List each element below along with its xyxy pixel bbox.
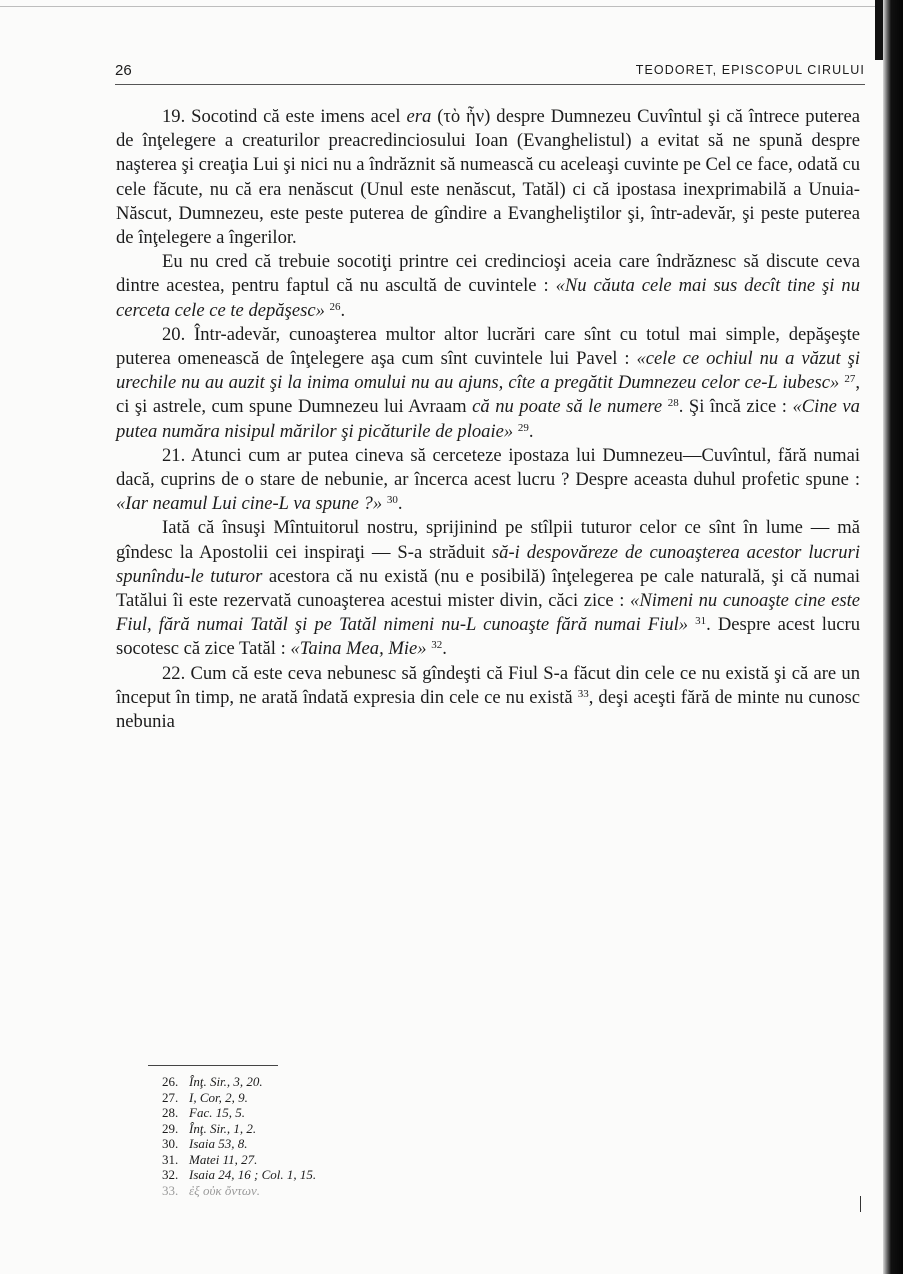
footnote: [162, 1105, 316, 1121]
footnote: [162, 1090, 316, 1106]
footnote: [162, 1152, 316, 1168]
text-run: 20. Într-adevăr, cunoaşterea multor altor lucrări care sînt cu totul mai simple, depăşeşte puterea omenească de înţelegere aşa cum sînt cuvintele lui Pavel :: [116, 323, 860, 370]
footnote-reference: Înţ. Sir., 1, 2.: [189, 1120, 257, 1136]
footnote-marker: 26: [329, 300, 341, 313]
footnote: [162, 1121, 316, 1137]
footnote-reference: Fac. 15, 5.: [189, 1105, 245, 1120]
italic-quote: era: [406, 106, 432, 127]
footnote-marker: 28: [667, 397, 679, 410]
italic-quote: «Iar neamul Lui cine-L va spune ?»: [116, 493, 383, 515]
footnote-marker: 31: [695, 615, 707, 628]
footnote-number: 28.: [162, 1105, 179, 1120]
footnote-number: 31.: [162, 1151, 179, 1167]
text-run: acestora că nu există (nu e posibilă) înţelegerea pe cale naturală, şi că numai Tatălui îi este rezervată cunoaşterea acestui mister divin, căci zice :: [116, 565, 860, 612]
paragraph: [116, 250, 860, 323]
italic-quote: «cele ce ochiul nu a văzut şi urechile nu au auzit şi la inima omului nu au ajuns, cîte a pregătit Dumnezeu celor ce-L iubesc»: [116, 348, 860, 394]
footnote-number: 27.: [162, 1089, 179, 1105]
footnote-number: 33.: [162, 1182, 179, 1198]
footnote: [162, 1167, 316, 1183]
footnote: [162, 1136, 316, 1152]
text-run: 19. Socotind că este imens acel: [162, 106, 407, 127]
body-text: [116, 105, 860, 734]
paragraph: [116, 105, 860, 250]
footnote-number: 30.: [162, 1136, 179, 1151]
scan-top-edge: [0, 6, 875, 7]
footnote-marker: 29: [517, 421, 529, 434]
footnote-reference: I, Cor, 2, 9.: [189, 1089, 248, 1105]
scan-binding-shadow: [883, 0, 903, 1274]
paragraph: [116, 323, 860, 444]
footnote-reference: Isaia 24, 16 ; Col. 1, 15.: [189, 1167, 317, 1182]
footnote-marker: 33: [577, 687, 589, 700]
text-run: Iată că însuşi Mîntuitorul nostru, sprijinind pe stîlpii tuturor celor ce sînt în lume — mă gîndesc la Apostolii cei inspiraţi — S-a străduit: [116, 517, 860, 563]
page-header: [115, 62, 865, 84]
footnote-reference: Înţ. Sir., 3, 20.: [189, 1074, 263, 1089]
italic-quote: «Nu căuta cele mai sus decît tine şi nu cerceta cele ce te depăşesc»: [116, 275, 860, 321]
footnote: [162, 1183, 316, 1199]
italic-quote: că nu poate să le numere: [472, 396, 663, 418]
text-run: .: [442, 638, 447, 660]
italic-quote: «Taina Mea, Mie»: [290, 638, 427, 660]
footnote-marker: 30: [386, 494, 398, 507]
footnote-reference: Matei 11, 27.: [189, 1151, 258, 1167]
page-number: 26: [115, 62, 132, 79]
text-run: 22. Cum că este ceva nebunesc să gîndeşti că Fiul S-a făcut din cele ce nu există şi că are un început în timp, ne arată îndată expresia din cele ce nu există: [116, 662, 860, 708]
footnote-number: 32.: [162, 1167, 179, 1182]
text-run: Eu nu cred că trebuie socotiţi printre cei credincioşi aceia care îndrăznesc să discute ceva dintre acestea, pentru faptul că nu ascultă de cuvintele :: [116, 251, 860, 297]
text-run: .: [397, 493, 403, 515]
footnote-number: 26.: [162, 1074, 179, 1089]
text-run: (τὸ ἦν) despre Dumnezeu Cuvîntul şi că întrece puterea de înţelegere a creaturilor preacredinciosului Ioan (Evanghelistul) a evitat să ne spună despre naşterea şi creaţia Lui şi nici nu a îndrăznit să numească cu aceleaşi cuvinte pe Cel ce face, odată cu cele făcute, nu că era nenăscut (Unul este nenăscut, Tatăl) ci că ipostasa inexprimabilă a Unuia-Născut, Dumnezeu, este peste puterea de gîndire a Evangheliştilor şi, într-adevăr, şi peste puterea de înţelegere a îngerilor.: [116, 106, 860, 249]
paragraph: [116, 444, 860, 517]
italic-quote: «Cine va putea număra nisipul mărilor şi picăturile de ploaie»: [116, 396, 860, 442]
text-run: . Despre acest lucru socotesc că zice Tatăl :: [116, 614, 860, 660]
footnote-number: 29.: [162, 1120, 179, 1136]
footnote-reference: Isaia 53, 8.: [189, 1136, 248, 1151]
text-run: .: [528, 420, 534, 442]
paragraph: [116, 662, 860, 735]
text-run: . Şi încă zice :: [678, 396, 793, 418]
text-run: .: [340, 299, 346, 321]
italic-quote: să-i despovăreze de cunoaşterea acestor lucruri spunîndu-le tuturor: [116, 541, 860, 587]
text-run: 21. Atunci cum ar putea cineva să cerceteze ipostaza lui Dumnezeu—Cuvîntul, fără numai dacă, cuprins de o stare de nebunie, ar încerca acest lucru ? Despre aceasta duhul profetic spune :: [116, 444, 860, 491]
footnote: [162, 1074, 316, 1090]
footnote-marker: 27: [844, 373, 856, 386]
footnote-reference: ἐξ οὐκ ὄντων.: [189, 1182, 261, 1198]
header-rule: [115, 84, 865, 85]
text-run: , deşi aceşti fără de minte nu cunosc nebunia: [116, 686, 860, 733]
text-run: , ci şi astrele, cum spune Dumnezeu lui Avraam: [116, 372, 860, 418]
scan-margin-mark: [860, 1196, 861, 1212]
paragraph: [116, 516, 860, 661]
footnote-marker: 32: [431, 639, 443, 652]
running-title: TEODORET, EPISCOPUL CIRULUI: [635, 63, 865, 77]
italic-quote: «Nimeni nu cunoaşte cine este Fiul, fără numai Tatăl şi pe Tatăl nimeni nu-L cunoaşte fără numai Fiul»: [116, 590, 860, 636]
footnotes: [162, 1074, 316, 1198]
footnote-rule: [148, 1065, 278, 1066]
